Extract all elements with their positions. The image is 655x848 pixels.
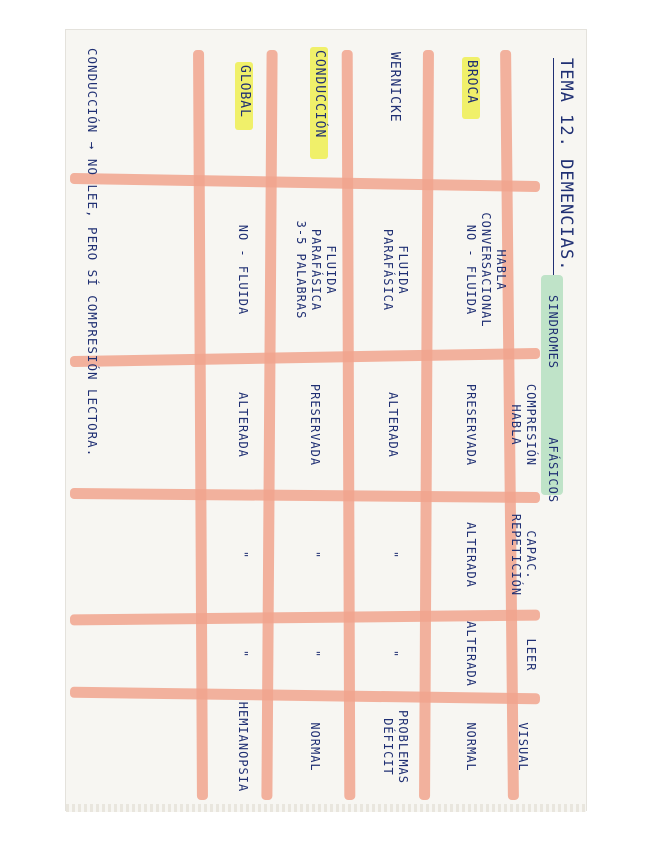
cell-wernicke-visual (380, 702, 410, 792)
cell-line: PARAFÁSICA (381, 228, 395, 312)
cell-line: PARAFÁSICA (309, 228, 323, 312)
col-header-habla (478, 195, 508, 345)
cell-conduccion-habla (293, 195, 338, 345)
row-label-wernicke: WERNICKE (387, 52, 402, 123)
cell-conduccion-repeticion: " (308, 550, 322, 560)
page-title: TEMA 12. DEMENCIAS. (556, 58, 576, 272)
row-label-conduccion: CONDUCCIÓN (312, 50, 327, 139)
col-header-line: HABLA (494, 249, 508, 291)
group-label (545, 295, 560, 504)
col-header-line: CAPAC. (524, 530, 538, 580)
cell-line: PROBLEMAS (396, 709, 410, 785)
cell-line: DÉFICIT (381, 718, 395, 776)
cell-line: FLUIDA (396, 245, 410, 295)
col-header-line: VISUAL (516, 722, 530, 772)
cell-global-habla: NO - FLUIDA (236, 224, 250, 316)
col-header-line: CONVERSACIONAL (479, 212, 493, 328)
group-word-1: SINDROMES (546, 295, 560, 370)
cell-line: 3-5 PALABRAS (294, 220, 308, 320)
cell-wernicke-habla (380, 195, 410, 345)
grid-line-h3 (342, 50, 356, 800)
rotated-note (70, 30, 590, 810)
cell-broca-visual: NORMAL (464, 722, 478, 772)
row-label-global: GLOBAL (237, 65, 252, 118)
cell-conduccion-leer: " (308, 649, 322, 659)
cell-global-leer: " (236, 649, 250, 659)
cell-global-repeticion: " (236, 550, 250, 560)
cell-global-compresion: ALTERADA (236, 392, 250, 458)
footer-note: CONDUCCIÓN → NO LEE, PERO SÍ COMPRESIÓN LECTORA. (85, 48, 100, 458)
group-word-2: AFÁSICOS (546, 437, 560, 504)
col-header-line: COMPRESIÓN (524, 383, 538, 467)
cell-broca-compresion: PRESERVADA (464, 383, 478, 467)
grid-line-h2 (419, 50, 434, 800)
col-header-line: LEER (524, 638, 538, 672)
col-header-visual (515, 702, 530, 792)
grid-line-h4 (261, 50, 277, 800)
cell-line: FLUIDA (324, 245, 338, 295)
col-header-repeticion (508, 500, 538, 610)
grid-line-v1 (70, 173, 540, 192)
col-header-line: REPETICIÓN (509, 513, 523, 597)
cell-wernicke-compresion: ALTERADA (386, 392, 400, 458)
cell-global-visual: HEMIANOPSIA (236, 701, 250, 793)
cell-wernicke-leer: " (386, 649, 400, 659)
col-header-compresion (508, 365, 538, 485)
cell-broca-repeticion: ALTERADA (464, 522, 478, 588)
cell-conduccion-compresion: PRESERVADA (308, 383, 322, 467)
cell-broca-leer: ALTERADA (464, 621, 478, 687)
col-header-line: HABLA (509, 404, 523, 446)
cell-wernicke-repeticion: " (386, 550, 400, 560)
cell-broca-habla: NO - FLUIDA (464, 224, 478, 316)
col-header-leer (523, 625, 538, 685)
cell-conduccion-visual: NORMAL (308, 722, 322, 772)
row-label-broca: BROCA (464, 60, 479, 105)
